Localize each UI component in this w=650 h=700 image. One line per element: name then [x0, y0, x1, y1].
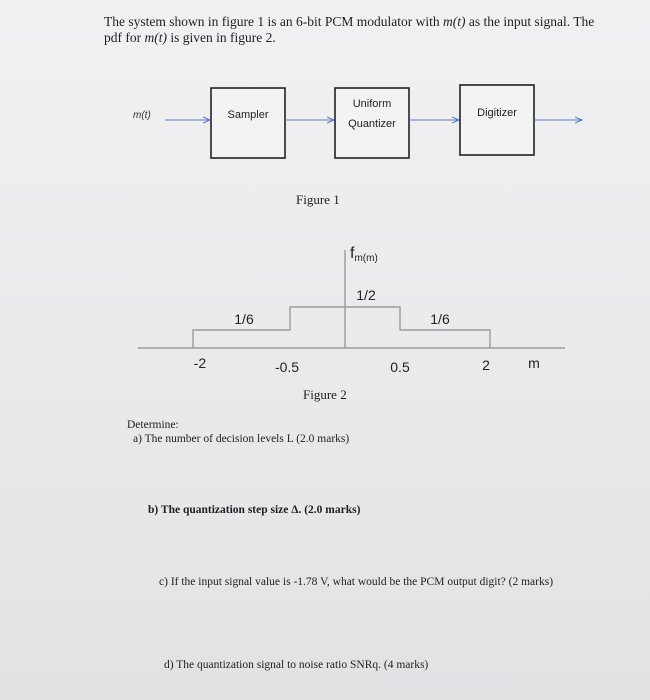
sampler-block: [211, 88, 285, 158]
question-a: [133, 432, 433, 446]
intro-signal-2: m(t): [144, 30, 167, 45]
question-d: [164, 658, 544, 672]
x-tick-neg2: -2: [193, 355, 207, 371]
question-b-text: The quantization step size Δ. (2.0 marks): [160, 504, 361, 516]
center-level-label: 1/2: [356, 287, 376, 303]
question-c-label: c): [159, 576, 168, 588]
input-signal-label: m(t): [133, 110, 151, 121]
sampler-label: Sampler: [227, 109, 269, 121]
digitizer-label: Digitizer: [477, 107, 517, 119]
right-level-label: 1/6: [430, 311, 450, 327]
x-axis-label: m: [528, 355, 540, 371]
pdf-ylabel: fm(m): [350, 245, 378, 264]
quantizer-label-line2: Quantizer: [348, 118, 396, 130]
intro-text-1: The system shown in figure 1 is an 6-bit PCM modulator with: [104, 14, 443, 29]
quantizer-label-line1: Uniform: [352, 98, 392, 110]
x-tick-0-5: 0.5: [390, 359, 410, 375]
question-a-label: a): [133, 433, 142, 445]
block-diagram: [133, 85, 582, 158]
question-d-label: d): [164, 659, 174, 671]
question-c-text: If the input signal value is -1.78 V, what would be the PCM output digit? (2 marks): [170, 576, 554, 588]
pdf-plot: [138, 245, 565, 375]
figure2-caption: Figure 2: [303, 387, 347, 402]
questions-heading: Determine:: [127, 419, 179, 431]
digitizer-block: [460, 85, 534, 155]
question-a-text: The number of decision levels L (2.0 marks): [144, 433, 350, 445]
intro-signal-1: m(t): [442, 14, 466, 29]
question-c: [159, 575, 599, 589]
x-tick-neg0-5: -0.5: [274, 359, 300, 375]
question-b-label: b): [148, 504, 159, 516]
figure1-caption: Figure 1: [296, 192, 340, 207]
question-b: [148, 503, 448, 517]
left-level-label: 1/6: [234, 311, 254, 327]
intro-text-3: is given in figure 2.: [167, 30, 276, 45]
x-tick-2: 2: [482, 357, 490, 373]
question-d-text: The quantization signal to noise ratio SNRq. (4 marks): [176, 659, 429, 671]
intro-text-2: as the input signal. The pdf for: [104, 14, 595, 45]
